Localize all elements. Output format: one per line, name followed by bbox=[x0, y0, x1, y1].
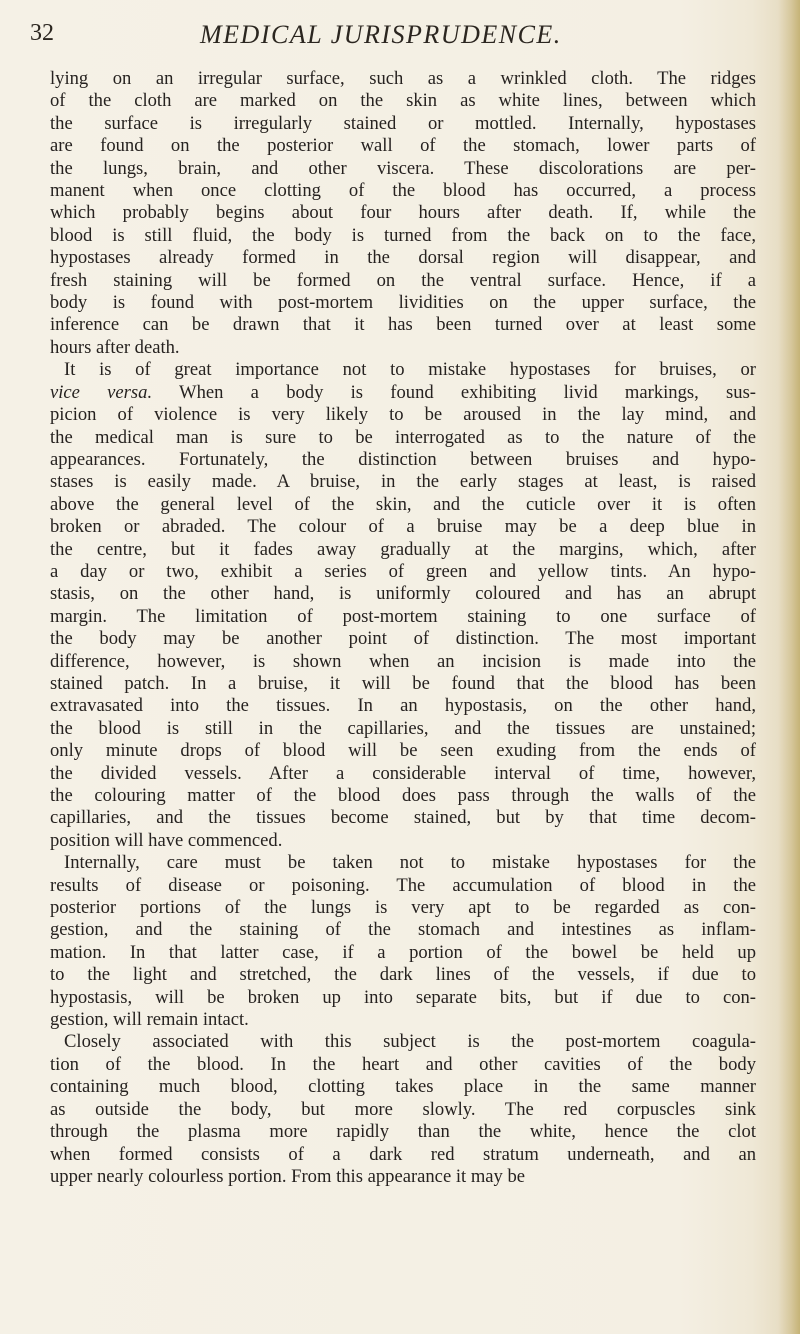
text-line: inference can be drawn that it has been turned over at least some bbox=[50, 314, 756, 336]
text-line: mation. In that latter case, if a portion of the bowel be held up bbox=[50, 941, 756, 963]
page-number: 32 bbox=[30, 20, 54, 46]
text-line: are found on the posterior wall of the stomach, lower parts of bbox=[50, 135, 756, 157]
text-line: hours after death. bbox=[50, 336, 180, 358]
text-line: posterior portions of the lungs is very apt to be regarded as con- bbox=[50, 897, 756, 919]
text-line: as outside the body, but more slowly. The red corpuscles sink bbox=[50, 1098, 756, 1120]
text-line: lying on an irregular surface, such as a wrinkled cloth. The ridges bbox=[50, 68, 756, 89]
text-line: hypostases already formed in the dorsal region will disappear, and bbox=[50, 247, 756, 269]
text-line: the colouring matter of the blood does pass through the walls of the bbox=[50, 785, 756, 806]
text-line: Internally, care must be taken not to mistake hypostases for the bbox=[64, 852, 756, 874]
text-line: of the cloth are marked on the skin as white lines, between which bbox=[50, 90, 756, 112]
text-line: containing much blood, clotting takes place in the same manner bbox=[50, 1076, 756, 1098]
text-line: vice versa. When a body is found exhibiting livid markings, sus- bbox=[50, 381, 756, 403]
text-line: results of disease or poisoning. The accumulation of blood in the bbox=[50, 874, 756, 896]
text-line: stained patch. In a bruise, it will be found that the blood has been bbox=[50, 672, 756, 694]
paragraph bbox=[50, 1031, 756, 1188]
paragraph bbox=[50, 852, 756, 1031]
text-line: the centre, but it fades away gradually at the margins, which, after bbox=[50, 538, 756, 560]
text-line: margin. The limitation of post-mortem staining to one surface of bbox=[50, 605, 756, 627]
text-line: only minute drops of blood will be seen exuding from the ends of bbox=[50, 740, 756, 762]
text-line: broken or abraded. The colour of a bruise may be a deep blue in bbox=[50, 516, 756, 538]
text-line: the medical man is sure to be interrogated as to the nature of the bbox=[50, 426, 756, 448]
paragraph bbox=[50, 68, 756, 359]
text-line: blood is still fluid, the body is turned from the back on to the face, bbox=[50, 224, 756, 246]
paragraph bbox=[50, 359, 756, 852]
page-header bbox=[30, 20, 770, 56]
text-line: stasis, on the other hand, is uniformly coloured and has an abrupt bbox=[50, 583, 756, 605]
text-line: position will have commenced. bbox=[50, 829, 283, 851]
text-line: through the plasma more rapidly than the white, hence the clot bbox=[50, 1121, 756, 1143]
text-line: capillaries, and the tissues become stained, but by that time decom- bbox=[50, 807, 756, 829]
text-line: the lungs, brain, and other viscera. These discolorations are per- bbox=[50, 157, 756, 179]
text-line: gestion, will remain intact. bbox=[50, 1009, 249, 1031]
text-line: upper nearly colourless portion. From this appearance it may be bbox=[50, 1165, 526, 1187]
text-line: hypostasis, will be broken up into separate bits, but if due to con- bbox=[50, 986, 756, 1008]
text-line: appearances. Fortunately, the distinction between bruises and hypo- bbox=[50, 448, 756, 470]
text-line: fresh staining will be formed on the ventral surface. Hence, if a bbox=[50, 269, 756, 291]
text-line: extravasated into the tissues. In an hypostasis, on the other hand, bbox=[50, 695, 756, 717]
text-line: which probably begins about four hours after death. If, while the bbox=[50, 202, 756, 224]
text-line: when formed consists of a dark red stratum underneath, and an bbox=[50, 1143, 756, 1165]
text-line: gestion, and the staining of the stomach and intestines as inflam- bbox=[50, 919, 756, 941]
body-text bbox=[50, 68, 756, 1188]
running-head: MEDICAL JURISPRUDENCE. bbox=[200, 20, 562, 49]
text-line: picion of violence is very likely to be aroused in the lay mind, and bbox=[50, 404, 756, 426]
text-line: It is of great importance not to mistake hypostases for bruises, or bbox=[64, 359, 756, 381]
text-line: the surface is irregularly stained or mottled. Internally, hypostases bbox=[50, 112, 756, 134]
italic-phrase: vice versa. bbox=[50, 381, 153, 403]
text-line: the body may be another point of distinction. The most important bbox=[50, 628, 756, 650]
text-line: difference, however, is shown when an incision is made into the bbox=[50, 650, 756, 672]
text-line: Closely associated with this subject is the post-mortem coagula- bbox=[64, 1031, 756, 1053]
text-line: stases is easily made. A bruise, in the early stages at least, is raised bbox=[50, 471, 756, 493]
text-line: tion of the blood. In the heart and other cavities of the body bbox=[50, 1053, 756, 1075]
text-line: the blood is still in the capillaries, and the tissues are unstained; bbox=[50, 717, 756, 739]
text-line: manent when once clotting of the blood has occurred, a process bbox=[50, 180, 756, 202]
text-line: the divided vessels. After a considerable interval of time, however, bbox=[50, 762, 756, 784]
text-line: body is found with post-mortem lividities on the upper surface, the bbox=[50, 292, 756, 314]
text-line: above the general level of the skin, and the cuticle over it is often bbox=[50, 493, 756, 515]
text-line: to the light and stretched, the dark lines of the vessels, if due to bbox=[50, 964, 756, 986]
page-edge-shadow bbox=[778, 0, 800, 1334]
text-line: a day or two, exhibit a series of green and yellow tints. An hypo- bbox=[50, 560, 756, 582]
